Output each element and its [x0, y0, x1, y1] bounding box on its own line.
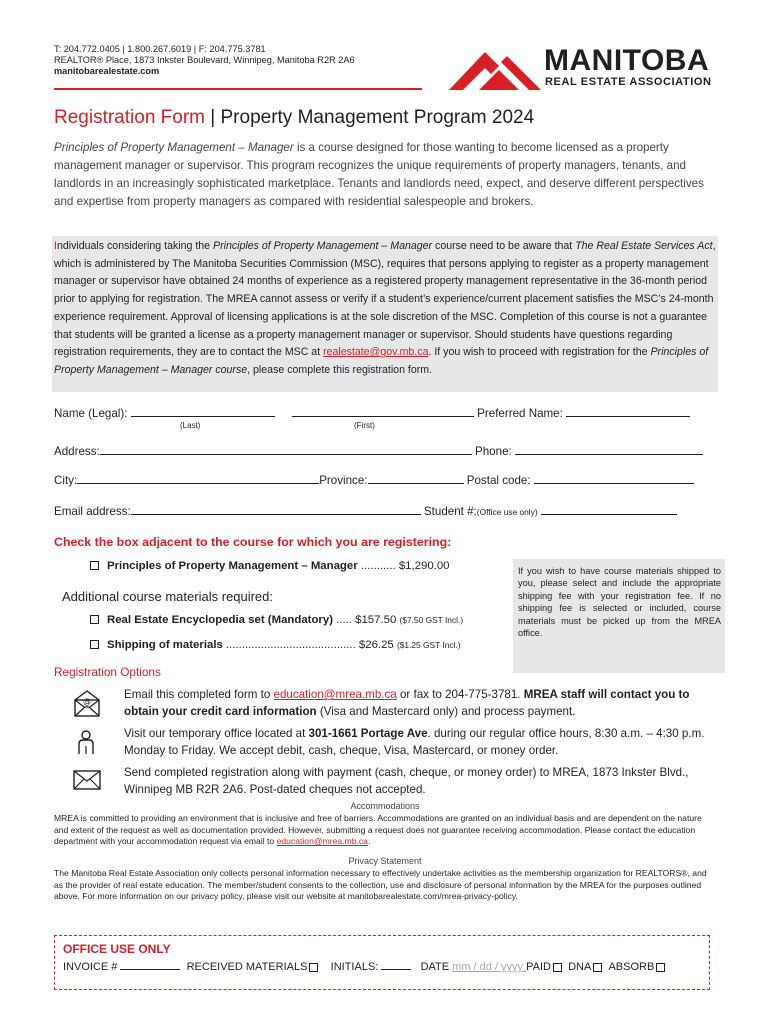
initials-field[interactable] — [381, 958, 411, 970]
registration-heading: Registration Options — [54, 665, 161, 679]
accommodations-body: MREA is committed to providing an environment that is inclusive and free of barriers. Accommodations are granted on an individual basis and are dependent on the nature and extent of the request as well as documentation provided. However, submitting a request does not guarantee receiving accommodation. Please contact the education department with your accommodation request via email to education@mrea.mb.ca. — [54, 813, 702, 847]
accommodations-title: Accommodations — [350, 801, 420, 811]
office-use-box — [54, 935, 710, 990]
encyclopedia-price: $157.50 — [355, 614, 397, 626]
office-use-heading: OFFICE USE ONLY — [63, 942, 171, 956]
phone-label: Phone: — [475, 445, 515, 458]
shipping-name: Shipping of materials — [107, 639, 223, 651]
address-field[interactable] — [100, 443, 472, 455]
email-envelope-icon — [73, 688, 101, 718]
student-note: (Office use only) — [476, 507, 538, 517]
address-label: Address: — [54, 445, 100, 458]
email-label: Email address: — [54, 505, 131, 518]
title-program: Property Management Program 2024 — [220, 107, 535, 128]
shipping-checkbox[interactable] — [90, 640, 99, 649]
invoice-field[interactable] — [120, 958, 180, 970]
received-materials-checkbox[interactable] — [309, 963, 318, 972]
contact-phone-line: T: 204.772.0405 | 1.800.267.6019 | F: 204.775.3781 — [54, 44, 266, 54]
shipping-option: Shipping of materials ......................................... $26.25 ($1.25 GST Incl.) — [90, 639, 461, 651]
student-number-field[interactable] — [541, 503, 677, 515]
postal-code-field[interactable] — [534, 472, 694, 484]
name-label: Name (Legal): — [54, 407, 131, 420]
first-sublabel: (First) — [354, 421, 375, 430]
accommodations-email-link[interactable]: education@mrea.mb.ca — [276, 836, 368, 847]
date-field[interactable]: mm / dd / yyyy — [452, 961, 527, 973]
header-divider — [54, 88, 422, 90]
province-field[interactable] — [368, 472, 464, 484]
preferred-name-label: Preferred Name: — [477, 407, 567, 420]
materials-label: Additional course materials required: — [62, 589, 273, 604]
education-email-link[interactable]: education@mrea.mb.ca — [273, 688, 397, 701]
mail-envelope-icon — [73, 770, 101, 790]
logo-subtitle: REAL ESTATE ASSOCIATION — [545, 76, 712, 88]
city-label: City: — [54, 474, 78, 487]
privacy-title: Privacy Statement — [348, 856, 422, 866]
main-course-checkbox[interactable] — [90, 561, 99, 570]
roof-logo-icon — [449, 48, 541, 90]
phone-field[interactable] — [515, 443, 703, 455]
person-icon — [73, 729, 99, 755]
contact-block — [54, 44, 355, 77]
province-label: Province: — [319, 474, 368, 487]
option-in-person: Visit our temporary office located at 301-1661 Portage Ave. during our regular office hours, 8:30 a.m. – 4:30 p.m. Monday to Friday. We accept debit, cash, cheque, Visa, Mastercard, or money order. — [124, 727, 705, 757]
option-email: Email this completed form to education@mrea.mb.ca or fax to 204-775-3781. MREA staff will contact you to obtain your credit card information (Visa and Mastercard only) and process payment. — [124, 688, 690, 718]
privacy-body: The Manitoba Real Estate Association only collects personal information necessary to effectively undertake activities as the membership organization for REALTORS®, and as the provider of real estate education. The member/student consents to the collection, use and disclosure of personal information by the MREA for the purposes outlined above. For more information on our privacy policy, please visit our website at manitobarealestate.com/mrea-privacy-policy. — [54, 868, 707, 902]
office-use-row: INVOICE # RECEIVED MATERIALS INITIALS: DATE mm / dd / yyyy PAID DNA ABSORB — [63, 958, 701, 973]
main-course-price: $1,290.00 — [398, 560, 450, 572]
paid-checkbox[interactable] — [553, 963, 562, 972]
logo-name: MANITOBA — [544, 44, 710, 77]
main-course-option: Principles of Property Management – Manager ........... $1,290.00 — [90, 560, 450, 572]
mrea-logo — [449, 46, 719, 90]
shipping-price: $26.25 — [358, 639, 394, 651]
course-heading: Check the box adjacent to the course for which you are registering: — [54, 535, 452, 549]
student-label: Student #: — [423, 505, 477, 518]
msc-email-link[interactable]: realestate@gov.mb.ca — [323, 346, 429, 359]
encyclopedia-option: Real Estate Encyclopedia set (Mandatory) ..... $157.50 ($7.50 GST Incl.) — [90, 614, 463, 626]
absorb-checkbox[interactable] — [656, 963, 665, 972]
postal-label: Postal code: — [466, 474, 534, 487]
email-row — [54, 503, 677, 518]
shipping-note: If you wish to have course materials shipped to you, please select and include the appropriate shipping fee with your registration fee. If no shipping fee is selected or included, course materials must be picked up from the MREA office. — [513, 559, 725, 673]
last-sublabel: (Last) — [180, 421, 201, 430]
first-name-field[interactable] — [292, 405, 474, 417]
city-row — [54, 472, 694, 487]
page-title: Registration Form | Property Management Program 2024 — [54, 107, 535, 128]
encyclopedia-checkbox[interactable] — [90, 615, 99, 624]
option-mail: Send completed registration along with payment (cash, cheque, or money order) to MREA, 1873 Inkster Blvd., Winnipeg MB R2R 2A6. Post-dated cheques not accepted. — [124, 766, 689, 796]
name-row — [54, 405, 690, 420]
email-field[interactable] — [131, 503, 421, 515]
dna-checkbox[interactable] — [593, 963, 602, 972]
title-red: Registration Form — [54, 107, 205, 128]
encyclopedia-gst: ($7.50 GST Incl.) — [399, 615, 464, 625]
city-field[interactable] — [77, 472, 319, 484]
address-row — [54, 443, 703, 458]
main-course-name: Principles of Property Management – Manager — [107, 560, 358, 572]
contact-address-line: REALTOR® Place, 1873 Inkster Boulevard, Winnipeg, Manitoba R2R 2A6 — [54, 55, 355, 65]
svg-text:@: @ — [83, 697, 91, 706]
intro-paragraph: Principles of Property Management – Manager is a course designed for those wanting to become licensed as a property management manager or supervisor. This program recognizes the unique requirements of property managers, tenants, and landlords in an increasingly sophisticated marketplace. Tenants and landlords need, expect, and deserve different perspectives and expertise from property managers as compared with residential salespeople and brokers. — [54, 141, 704, 208]
msc-notice: Individuals considering taking the Principles of Property Management – Manager course need to be aware that The Real Estate Services Act, which is administered by The Manitoba Securities Commission (MSC), requires that persons applying to register as a property management manager or supervisor have obtained 24 months of experience as a registered property management representative in the 36-month period prior to applying for registration. The MREA cannot assess or verify if a student’s experience/current placement satisfies the MSC’s 24-month experience requirement. Approval of licensing applications is at the sole discretion of the MSC. Completion of this course is not a guarantee that students will be granted a license as a property management manager or supervisor. Should students have questions regarding registration requirements, they are to contact the MSC at realestate@gov.mb.ca. If you wish to proceed with registration for the Principles of Property Management – Manager course, please complete this registration form. — [52, 236, 718, 392]
encyclopedia-name: Real Estate Encyclopedia set (Mandatory) — [107, 614, 333, 626]
last-name-field[interactable] — [131, 405, 275, 417]
preferred-name-field[interactable] — [566, 405, 690, 417]
website-link[interactable]: manitobarealestate.com — [54, 66, 160, 76]
shipping-gst: ($1.25 GST Incl.) — [396, 640, 461, 650]
